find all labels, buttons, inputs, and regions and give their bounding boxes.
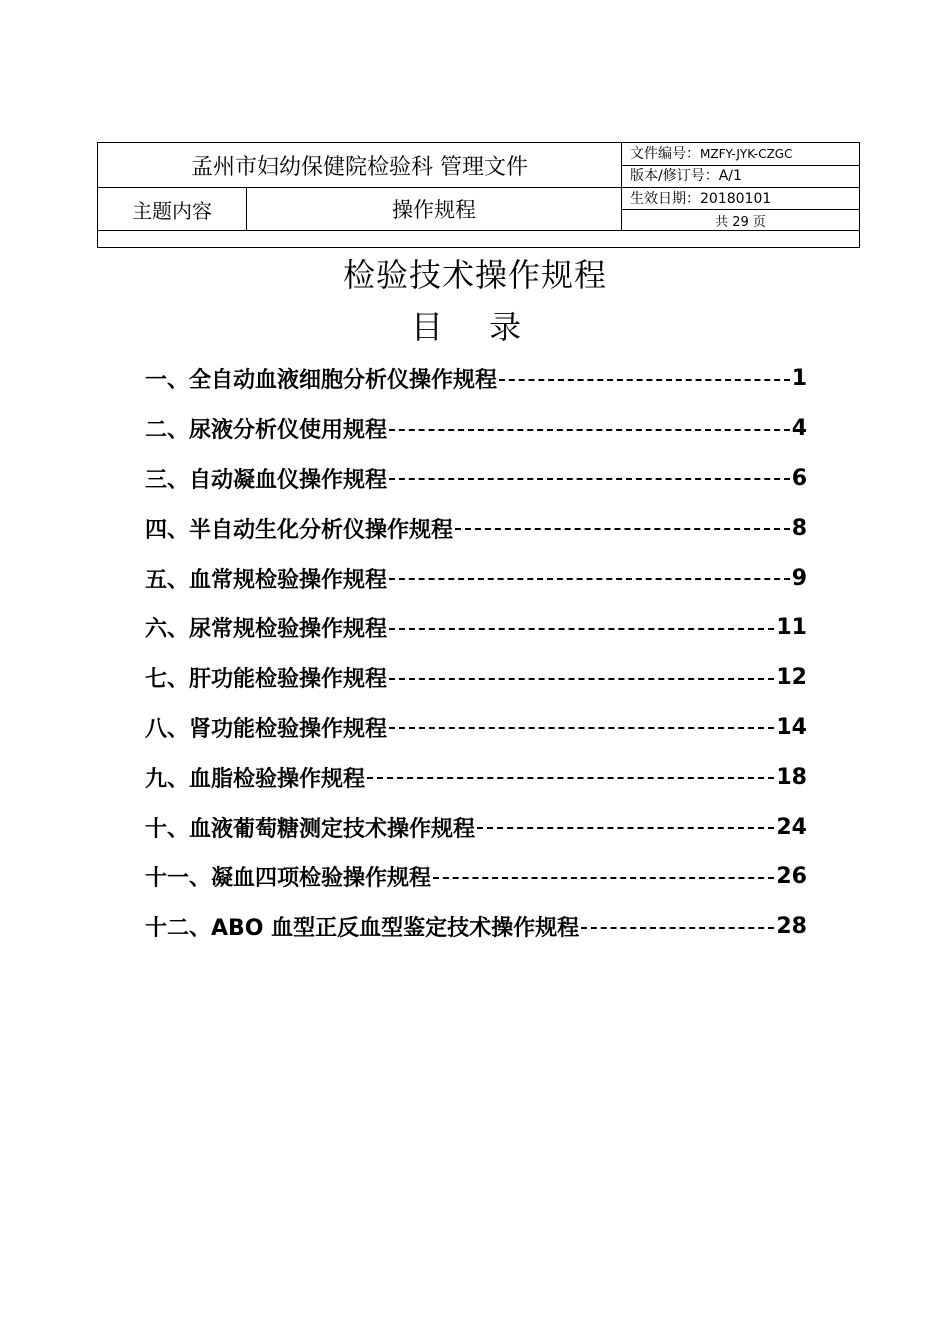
toc-leader-dashes bbox=[455, 528, 790, 530]
toc-entry[interactable] bbox=[145, 852, 807, 902]
effective-date bbox=[622, 188, 860, 210]
toc-entry[interactable] bbox=[145, 404, 807, 454]
total-pages: 共 29 页 bbox=[622, 210, 860, 231]
toc-entry-page: 18 bbox=[776, 764, 807, 790]
toc-leader-dashes bbox=[389, 628, 774, 630]
toc-entry-page: 8 bbox=[791, 515, 807, 541]
toc-heading: 目 录 bbox=[410, 308, 540, 346]
toc-entry[interactable] bbox=[145, 553, 807, 603]
toc-entry-label: 八、肾功能检验操作规程 bbox=[145, 716, 388, 742]
toc-entry-page: 26 bbox=[776, 864, 807, 890]
toc-leader-dashes bbox=[389, 429, 790, 431]
toc-entry-label: 九、血脂检验操作规程 bbox=[145, 766, 366, 792]
effective-date-label: 生效日期： bbox=[630, 190, 700, 207]
toc-entry-page: 9 bbox=[791, 565, 807, 591]
toc-entry-label: 六、尿常规检验操作规程 bbox=[145, 617, 388, 643]
toc-leader-dashes bbox=[499, 379, 790, 381]
toc-entry[interactable] bbox=[145, 354, 807, 404]
toc-entry[interactable] bbox=[145, 454, 807, 504]
toc-entry[interactable] bbox=[145, 653, 807, 703]
toc-entry-label: 一、全自动血液细胞分析仪操作规程 bbox=[145, 368, 498, 394]
toc-entry-page: 12 bbox=[776, 665, 807, 691]
toc-entry[interactable] bbox=[145, 503, 807, 553]
toc-entry-page: 1 bbox=[791, 366, 807, 392]
toc-leader-dashes bbox=[477, 827, 774, 829]
toc-entry[interactable] bbox=[145, 752, 807, 802]
toc-entry-page: 28 bbox=[776, 914, 807, 940]
subject-label: 主题内容 bbox=[98, 188, 247, 231]
toc-leader-dashes bbox=[433, 877, 774, 879]
toc-leader-dashes bbox=[389, 727, 774, 729]
toc-entry[interactable] bbox=[145, 802, 807, 852]
doc-number-value: MZFY-JYK-CZGC bbox=[700, 146, 793, 161]
toc-leader-dashes bbox=[389, 578, 790, 580]
organization-name: 孟州市妇幼保健院检验科 管理文件 bbox=[98, 143, 622, 188]
effective-date-value: 20180101 bbox=[700, 190, 772, 207]
table-of-contents bbox=[145, 354, 807, 952]
toc-leader-dashes bbox=[581, 927, 774, 929]
version bbox=[622, 165, 860, 188]
toc-entry-label: 七、肝功能检验操作规程 bbox=[145, 667, 388, 693]
subject-value: 操作规程 bbox=[247, 188, 622, 231]
toc-entry-page: 14 bbox=[776, 714, 807, 740]
toc-entry-label: 三、自动凝血仪操作规程 bbox=[145, 467, 388, 493]
toc-entry-label: 十二、ABO 血型正反血型鉴定技术操作规程 bbox=[145, 916, 580, 942]
toc-entry-page: 6 bbox=[791, 465, 807, 491]
toc-entry-label: 五、血常规检验操作规程 bbox=[145, 567, 388, 593]
toc-leader-dashes bbox=[389, 478, 790, 480]
toc-entry-page: 11 bbox=[776, 615, 807, 641]
document-title: 检验技术操作规程 bbox=[342, 256, 607, 294]
toc-entry-label: 四、半自动生化分析仪操作规程 bbox=[145, 517, 454, 543]
toc-entry-label: 十、血液葡萄糖测定技术操作规程 bbox=[145, 816, 476, 842]
toc-entry-label: 二、尿液分析仪使用规程 bbox=[145, 418, 388, 444]
toc-entry-label: 十一、凝血四项检验操作规程 bbox=[145, 866, 432, 892]
toc-entry-page: 4 bbox=[791, 416, 807, 442]
header-blank-row bbox=[98, 231, 860, 248]
version-label: 版本/修订号： bbox=[630, 168, 719, 185]
toc-entry-page: 24 bbox=[776, 814, 807, 840]
toc-leader-dashes bbox=[389, 678, 774, 680]
doc-number-label: 文件编号： bbox=[630, 145, 700, 162]
toc-entry[interactable] bbox=[145, 703, 807, 753]
document-header-table bbox=[97, 142, 860, 248]
toc-leader-dashes bbox=[367, 777, 774, 779]
toc-entry[interactable] bbox=[145, 603, 807, 653]
doc-number bbox=[622, 143, 860, 166]
version-value: A/1 bbox=[718, 168, 742, 185]
toc-entry[interactable] bbox=[145, 902, 807, 952]
